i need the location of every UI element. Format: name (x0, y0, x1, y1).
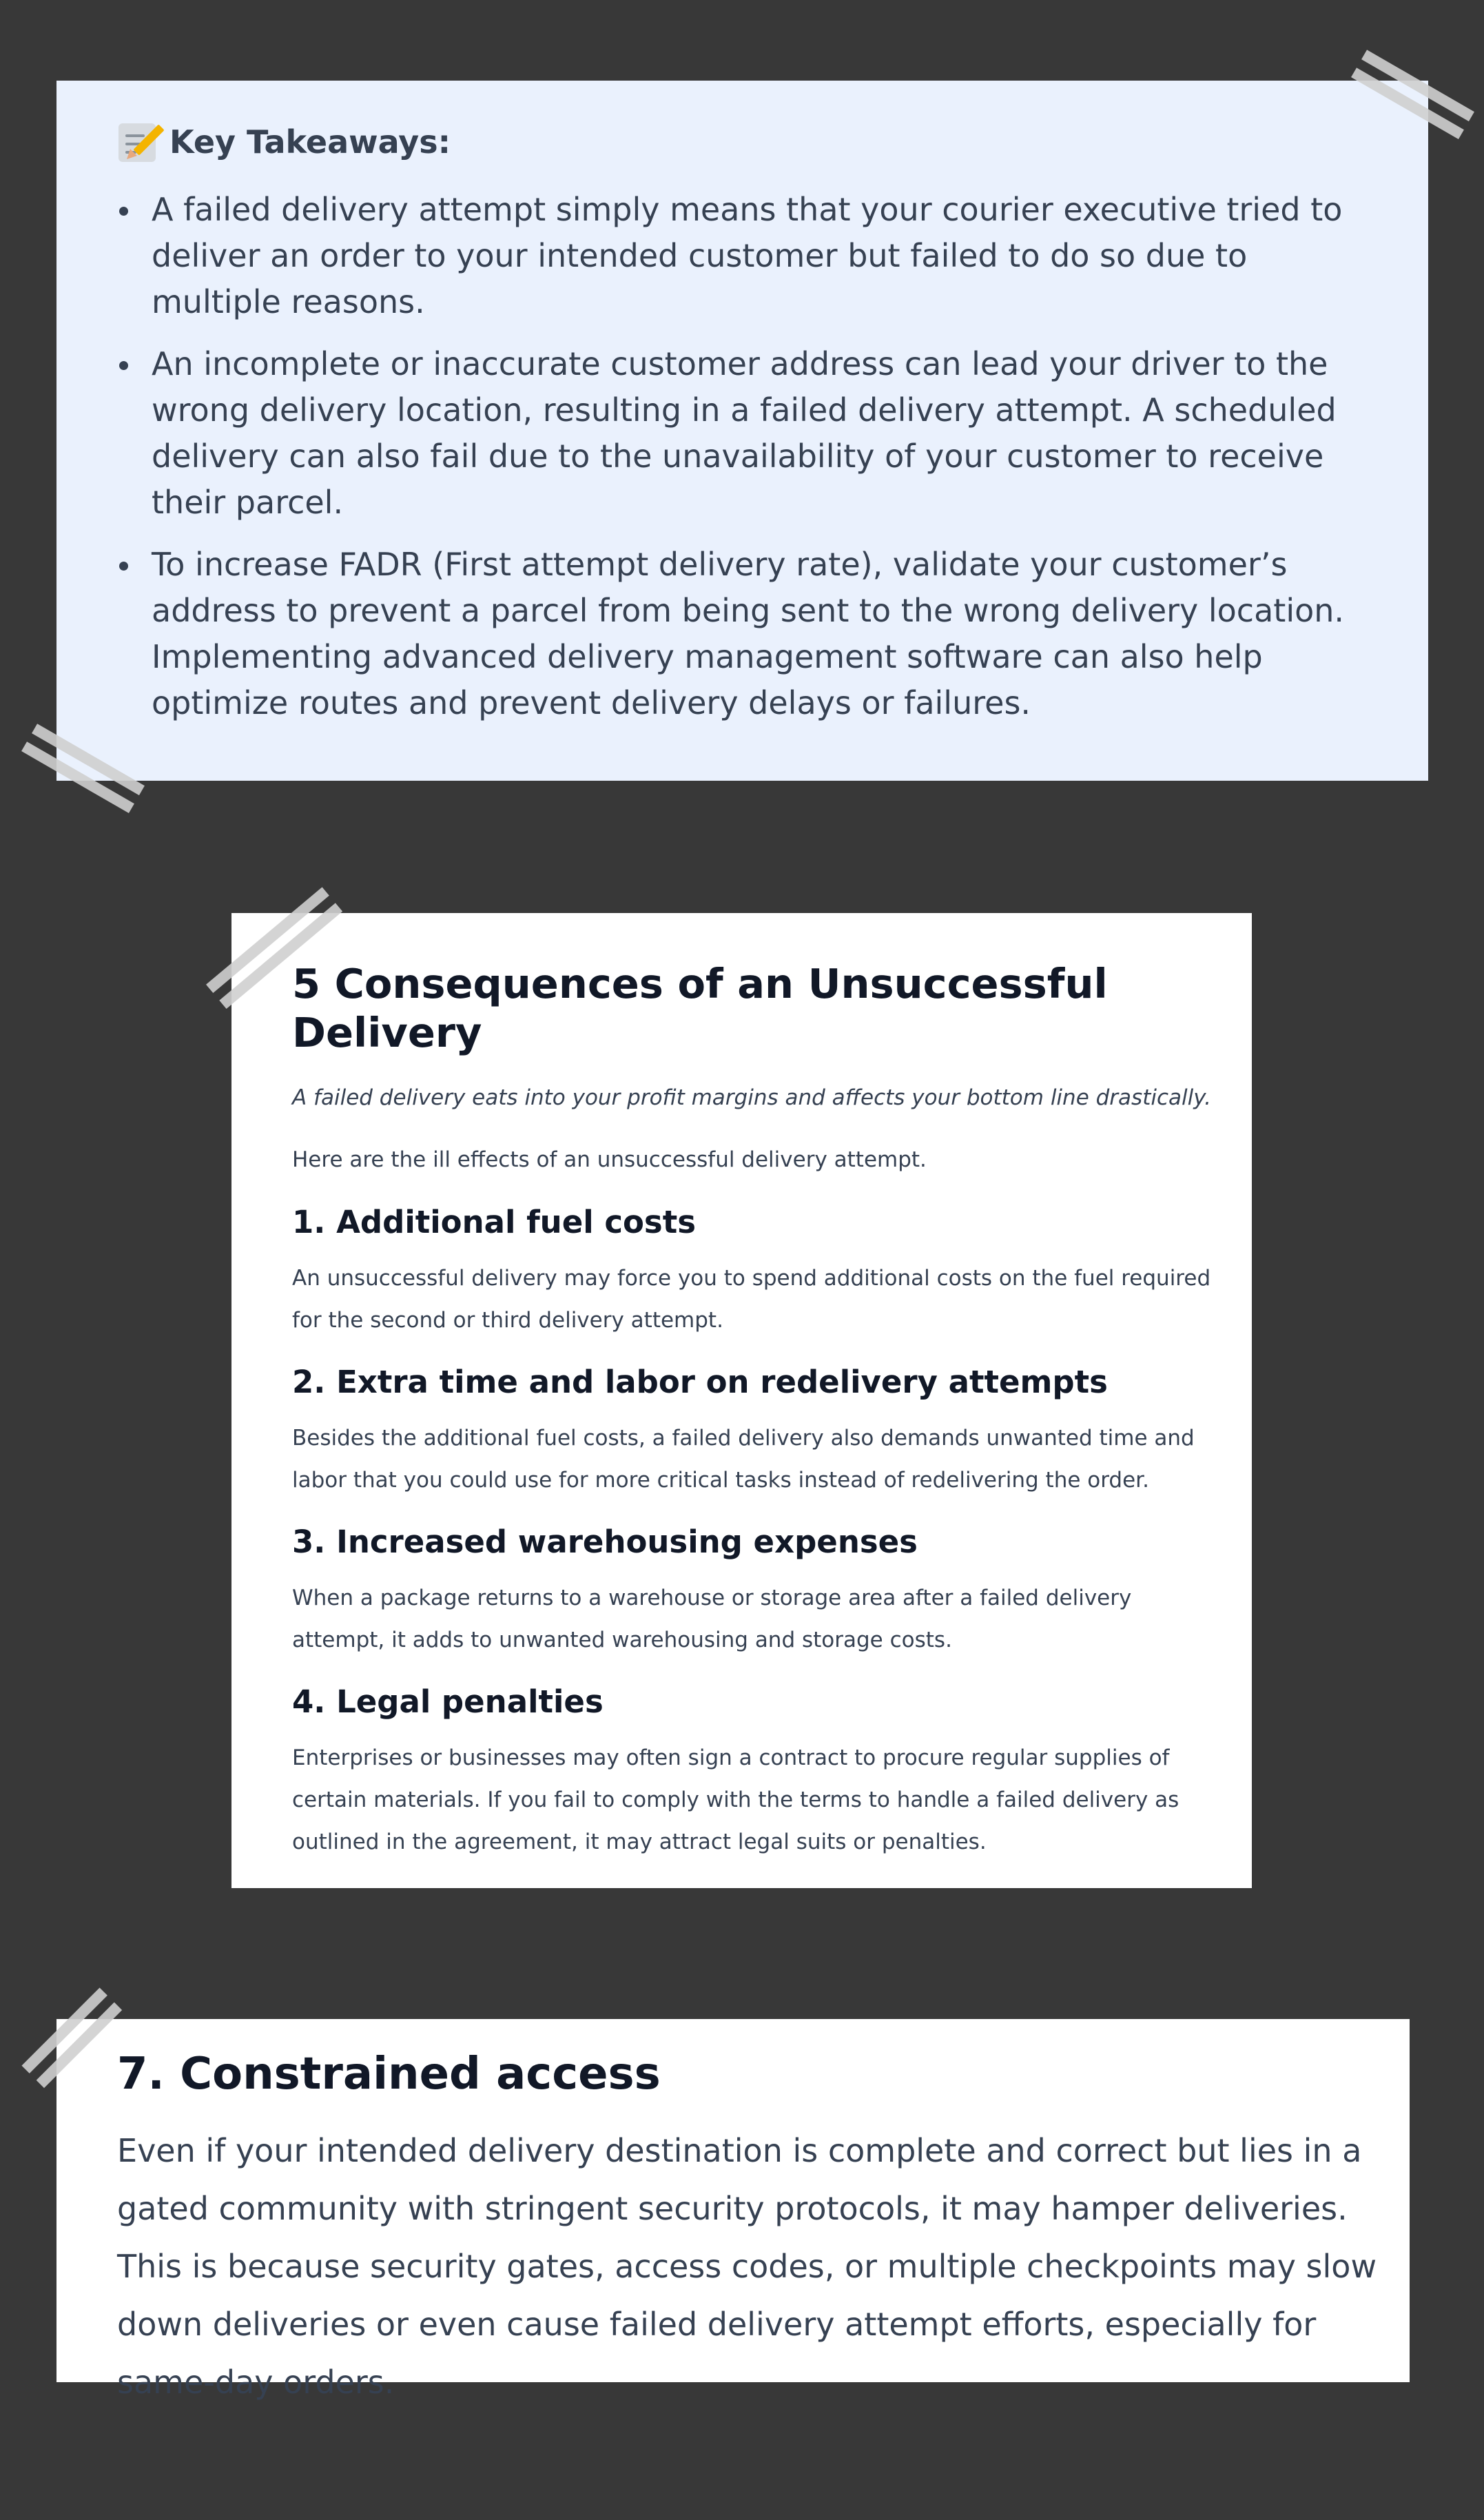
key-takeaways-header (117, 121, 1366, 163)
consequences-lead: A failed delivery eats into your profit margins and affects your bottom line drastically. (292, 1085, 1212, 1110)
key-takeaways-title: Key Takeaways: (169, 123, 451, 161)
consequences-intro: Here are the ill effects of an unsuccessful delivery attempt. (292, 1147, 927, 1172)
list-item-text: A failed delivery attempt simply means that your courier executive tried to deliver an order to your intended customer but failed to do so due to multiple reasons. (152, 191, 1343, 320)
memo-icon (117, 121, 160, 163)
list-item-text: An incomplete or inaccurate customer address can lead your driver to the wrong delivery location, resulting in a failed delivery attempt. A scheduled delivery can also fail due to the unavailability of your customer to receive their parcel. (152, 345, 1337, 521)
list-item-text: To increase FADR (First attempt delivery rate), validate your customer’s address to prevent a parcel from being sent to the wrong delivery location. Implementing advanced delivery management software can also help optimize routes and prevent delivery delays or failures. (152, 546, 1345, 721)
list-item (152, 542, 1366, 726)
constrained-access-card (56, 2019, 1410, 2401)
list-item (152, 341, 1366, 526)
key-takeaways-list (117, 187, 1366, 726)
section-body-warehousing: When a package returns to a warehouse or storage area after a failed delivery attempt, it adds to unwanted warehousing and storage costs. (292, 1586, 1132, 1653)
bullet-icon (119, 562, 128, 571)
constrained-access-title: 7. Constrained access (117, 2049, 661, 2100)
key-takeaways-card (56, 81, 1428, 781)
section-heading-labor: 2. Extra time and labor on redelivery attempts (292, 1364, 1108, 1401)
section-body-fuel: An unsuccessful delivery may force you to spend additional costs on the fuel required for the second or third delivery attempt. (292, 1266, 1211, 1333)
consequences-title: 5 Consequences of an Unsuccessful Delivery (292, 960, 1108, 1056)
bullet-icon (119, 207, 128, 216)
section-body-labor: Besides the additional fuel costs, a failed delivery also demands unwanted time and labor that you could use for more critical tasks instead of redelivering the order. (292, 1426, 1195, 1493)
list-item (152, 187, 1366, 325)
bullet-icon (119, 361, 128, 370)
section-body-legal: Enterprises or businesses may often sign a contract to procure regular supplies of certain materials. If you fail to comply with the terms to handle a failed delivery as outlined in the agreement, it may attract legal suits or penalties. (292, 1745, 1179, 1855)
section-heading-warehousing: 3. Increased warehousing expenses (292, 1524, 918, 1561)
section-heading-fuel: 1. Additional fuel costs (292, 1204, 696, 1241)
constrained-access-body: Even if your intended delivery destination is complete and correct but lies in a gated community with stringent security protocols, it may hamper deliveries. This is because security gates, access codes, or multiple checkpoints may slow down deliveries or even cause failed delivery attempt efforts, especially for same-day orders. (117, 2131, 1377, 2401)
section-heading-legal: 4. Legal penalties (292, 1683, 604, 1721)
consequences-card (231, 913, 1252, 1888)
